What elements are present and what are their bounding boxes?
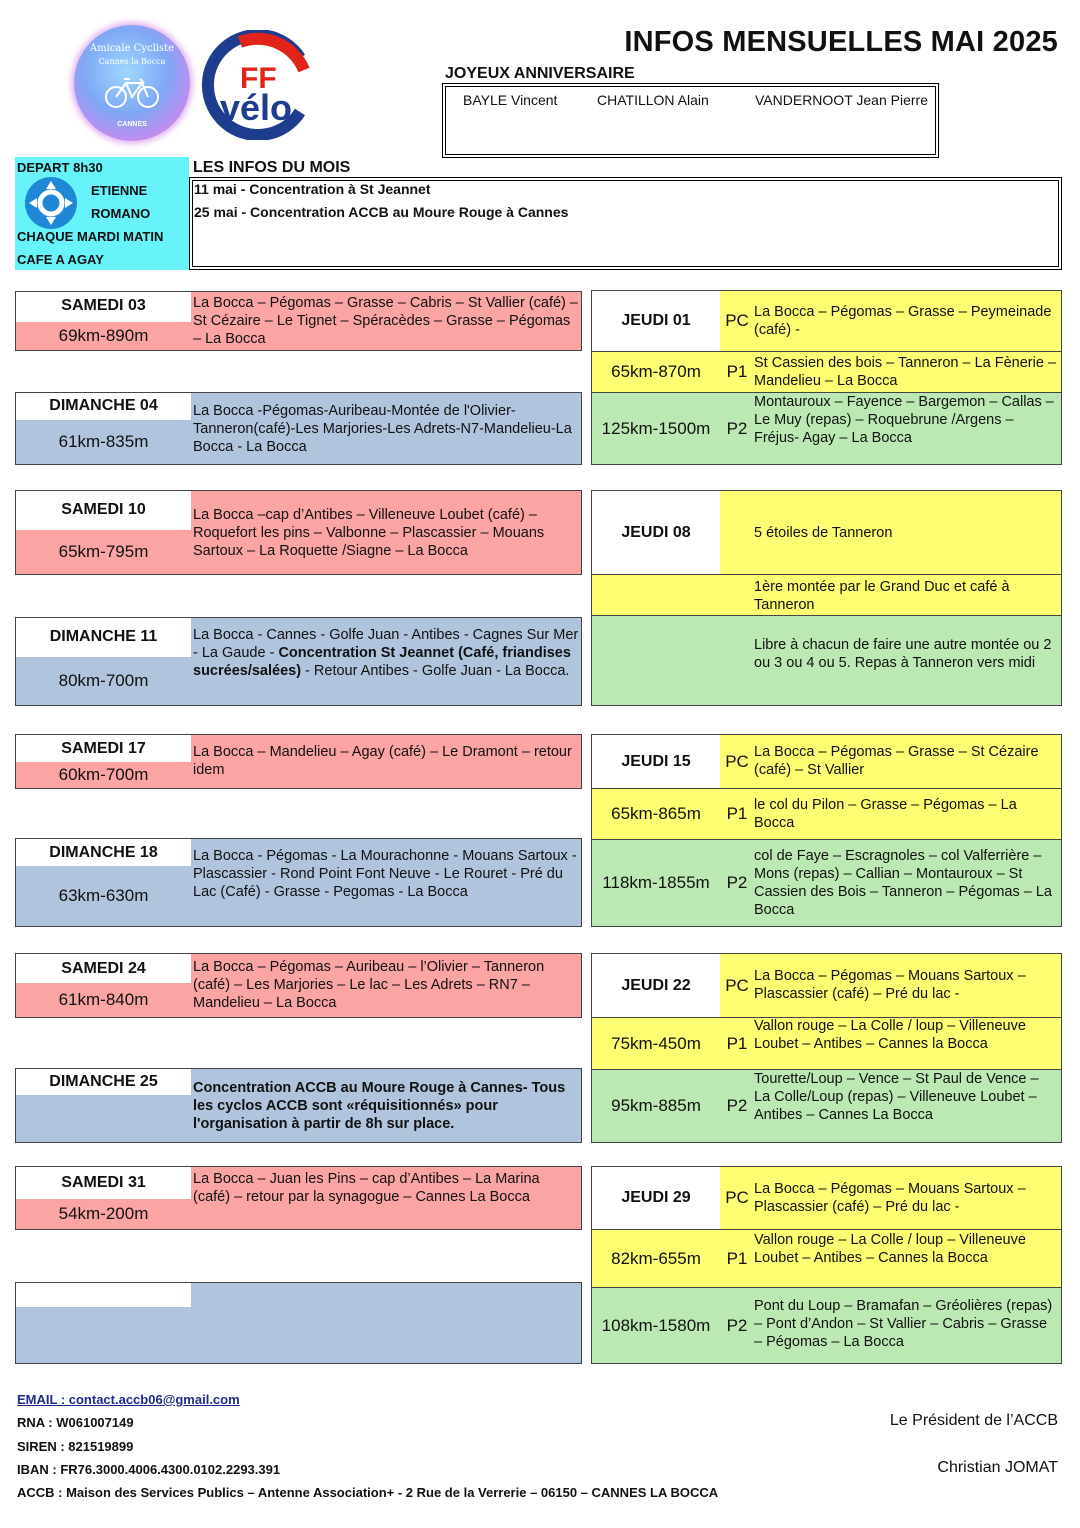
ride-code: P2 [726,1096,748,1115]
birthday-name: BAYLE Vincent [463,92,558,108]
ride-distance: 69km-890m [16,322,191,350]
ride-code: P2 [726,419,748,438]
amicale-logo [74,25,190,141]
ride-day: SAMEDI 17 [16,735,191,762]
ride-day: DIMANCHE 25 [16,1069,191,1095]
departure-place-1: ETIENNE [91,183,148,198]
ride-route: La Bocca –cap d’Antibes – Villeneuve Loubet (café) – Roquefort les pins – Valbonne – Plascassier – Mouans Sartoux – La Roquette /Siagne – La Bocca [193,507,545,559]
ride-row-p2 [592,1070,1061,1142]
ride-route-part: La Bocca - Cannes - Golfe Juan - Antibes - Cagnes Sur Mer - La Gaude - [193,627,579,661]
ride-route: le col du Pilon – Grasse – Pégomas – La Bocca [754,797,1017,831]
ride-route-highlight: Concentration St Jeannet (Café, friandises sucrées/salées) [193,645,571,679]
ride-row-p2 [592,393,1061,464]
departure-place-2: ROMANO [91,206,151,221]
ride-code: P2 [726,1316,748,1335]
amicale-logo-line1: Amicale Cycliste [89,43,175,54]
ride-day: JEUDI 15 [592,735,720,788]
iban-number: IBAN : FR76.3000.4006.4300.0102.2293.391 [17,1462,281,1477]
ride-route: La Bocca - Pégomas - La Mourachonne - Mouans Sartoux - Plascassier - Rond Point Font Neuve - Le Rouret - Pré du Lac (Café) - Grasse - Pegomas - La Bocca [193,848,577,900]
ride-row-2 [592,575,1061,615]
ride-code: P1 [726,362,748,381]
ride-row-p1 [592,789,1061,839]
birthday-label: JOYEUX ANNIVERSAIRE [445,65,635,82]
ride-row-p2 [592,1288,1061,1363]
ride-samedi-03 [15,291,582,351]
ride-samedi-10 [15,490,582,575]
roundabout-icon [25,177,77,229]
ffvelo-velo-text: vélo [220,87,293,128]
ride-day: JEUDI 22 [592,954,720,1017]
ride-row-p1 [592,352,1061,392]
ride-distance: 65km-865m [611,804,701,823]
ride-distance: 61km-835m [16,420,191,464]
ride-distance: 63km-630m [16,866,191,926]
ride-row-pc [592,1167,1061,1229]
ride-day: SAMEDI 31 [16,1167,191,1199]
departure-schedule: CHAQUE MARDI MATIN [17,229,164,244]
ride-distance: 118km-1855m [602,873,710,892]
ride-samedi-17 [15,734,582,789]
infos-box [189,177,1062,270]
ride-empty-block [15,1282,582,1364]
ride-route: Tourette/Loup – Vence – St Paul de Vence – La Colle/Loup (repas) – Villeneuve Loubet – Antibes – Cannes La Bocca [754,1071,1039,1123]
ride-distance: 108km-1580m [601,1316,711,1335]
ride-code: P2 [726,873,748,892]
ride-distance: 75km-450m [611,1034,701,1053]
ride-code: PC [725,752,749,771]
infos-label: LES INFOS DU MOIS [193,159,351,176]
info-item: 25 mai - Concentration ACCB au Moure Rouge à Cannes [194,204,569,220]
ride-row-p2 [592,840,1061,926]
ride-day-empty [16,1283,191,1307]
birthday-name: CHATILLON Alain [597,92,709,108]
ride-jeudi-22 [591,953,1062,1143]
rna-number: RNA : W061007149 [17,1415,134,1430]
ride-day: JEUDI 29 [592,1167,720,1229]
ride-route: col de Faye – Escragnoles – col Valferrière – Mons (repas) – Callian – Montauroux – St Cassien des Bois – Tanneron – Pégomas – La Bocca [754,848,1052,918]
amicale-logo-line3: CANNES [117,121,147,128]
ride-day: SAMEDI 03 [16,292,191,322]
amicale-logo-line2: Cannes la Bocca [98,57,166,66]
ride-distance: 65km-795m [16,530,191,574]
ride-distance: 54km-200m [16,1199,191,1229]
siren-number: SIREN : 821519899 [17,1439,134,1454]
ride-route: La Bocca – Pégomas – Grasse – Cabris – St Vallier (café) – St Cézaire – Le Tignet – Spéracèdes – Grasse – Pégomas – La Bocca [193,295,578,347]
ride-day: DIMANCHE 18 [16,839,191,866]
ride-row-1 [592,491,1061,574]
ride-route: Pont du Loup – Bramafan – Gréolières (repas) – Pont d’Andon – St Vallier – Cabris – Grasse – Pégomas – La Bocca [754,1298,1053,1350]
ride-row-p1 [592,1230,1061,1287]
ride-samedi-31 [15,1166,582,1230]
ride-dimanche-25 [15,1068,582,1143]
ride-dimanche-04 [15,392,582,465]
ride-route: La Bocca – Pégomas – Grasse – St Cézaire (café) – St Vallier [754,744,1039,778]
ride-distance: 65km-870m [611,362,701,381]
info-item: 11 mai - Concentration à St Jeannet [194,181,431,197]
ride-day: SAMEDI 24 [16,954,191,983]
ride-route: La Bocca – Juan les Pins – cap d’Antibes – La Marina (café) – retour par la synagogue – Cannes La Bocca [193,1171,540,1205]
ride-route: La Bocca – Pégomas – Auribeau – l’Olivier – Tanneron (café) – Les Marjories – Le lac – Les Adrets – RN7 – Mandelieu – La Bocca [193,959,545,1011]
ride-day: SAMEDI 10 [16,491,191,530]
ride-jeudi-01 [591,290,1062,465]
ride-route [193,626,579,680]
ride-code: P1 [726,1249,748,1268]
ride-day: DIMANCHE 04 [16,393,191,420]
president-name: Christian JOMAT [937,1459,1058,1476]
ride-route: La Bocca – Mandelieu – Agay (café) – Le Dramont – retour idem [193,744,572,778]
birthday-name: VANDERNOOT Jean Pierre [755,92,928,108]
departure-time: DEPART 8h30 [17,160,103,175]
ffvelo-logo [200,30,320,140]
ride-distance: 125km-1500m [601,419,711,438]
email-link[interactable]: EMAIL : contact.accb06@gmail.com [17,1392,240,1407]
ride-jeudi-08 [591,490,1062,706]
ride-distance: 82km-655m [611,1249,701,1268]
ride-distance [16,1095,191,1142]
ride-distance: 61km-840m [16,983,191,1017]
ride-route: La Bocca -Pégomas-Auribeau-Montée de l'Olivier-Tanneron(café)-Les Marjories-Les Adrets-N7-Mandelieu-La Bocca - La Bocca [193,403,572,455]
ride-code: PC [725,976,749,995]
ride-route-part: - Retour Antibes - Golfe Juan - La Bocca. [301,663,570,679]
ride-row-p1 [592,1018,1061,1069]
ride-route: 1ère montée par le Grand Duc et café à Tanneron [754,579,1010,613]
ride-route: Montauroux – Fayence – Bargemon – Callas – Le Muy (repas) – Roquebrune /Argens – Fréjus- Agay – La Bocca [754,394,1054,446]
ride-jeudi-15 [591,734,1062,927]
ride-distance: 60km-700m [16,762,191,788]
ride-samedi-24 [15,953,582,1018]
ride-route: La Bocca – Pégomas – Mouans Sartoux – Plascassier (café) – Pré du lac - [754,1181,1026,1215]
ride-distance: 80km-700m [16,657,191,705]
ride-route: Libre à chacun de faire une autre montée ou 2 ou 3 ou 4 ou 5. Repas à Tanneron vers midi [754,637,1052,671]
ride-jeudi-29 [591,1166,1062,1364]
ride-route: Concentration ACCB au Moure Rouge à Cannes- Tous les cyclos ACCB sont «réquisitionnés» pour l'organisation à partir de 8h sur place. [193,1080,566,1132]
ride-route: Vallon rouge – La Colle / loup – Villeneuve Loubet – Antibes – Cannes la Bocca [754,1018,1026,1052]
ride-code: PC [725,311,749,330]
page-title: INFOS MENSUELLES MAI 2025 [624,26,1058,58]
departure-box [15,157,189,270]
ride-route: St Cassien des bois – Tanneron – La Fènerie – Mandelieu – La Bocca [754,355,1057,389]
ride-day: JEUDI 08 [592,491,720,574]
ride-row-3 [592,616,1061,705]
ride-row-pc [592,291,1061,351]
ride-route: Vallon rouge – La Colle / loup – Villeneuve Loubet – Antibes – Cannes la Bocca [754,1232,1026,1266]
ride-dimanche-11 [15,617,582,706]
departure-cafe: CAFE A AGAY [17,252,104,267]
ride-row-pc [592,954,1061,1017]
ride-route: 5 étoiles de Tanneron [754,525,893,541]
ride-code: PC [725,1188,749,1207]
ride-day: DIMANCHE 11 [16,618,191,657]
ride-row-pc [592,735,1061,788]
ride-code: P1 [726,1034,748,1053]
birthday-box [442,83,939,158]
ride-code: P1 [726,804,748,823]
ride-route: La Bocca – Pégomas – Grasse – Peymeinade (café) - [754,304,1052,338]
ride-route: La Bocca – Pégomas – Mouans Sartoux – Plascassier (café) – Pré du lac - [754,968,1026,1002]
ffvelo-ff-text: FF [240,62,277,95]
ride-dimanche-18 [15,838,582,927]
ride-distance: 95km-885m [611,1096,701,1115]
bicycle-icon [104,75,160,109]
club-address: ACCB : Maison des Services Publics – Antenne Association+ - 2 Rue de la Verrerie – 06150 – CANNES LA BOCCA [17,1485,719,1500]
ride-day: JEUDI 01 [592,291,720,351]
president-title: Le Président de l’ACCB [889,1412,1058,1429]
